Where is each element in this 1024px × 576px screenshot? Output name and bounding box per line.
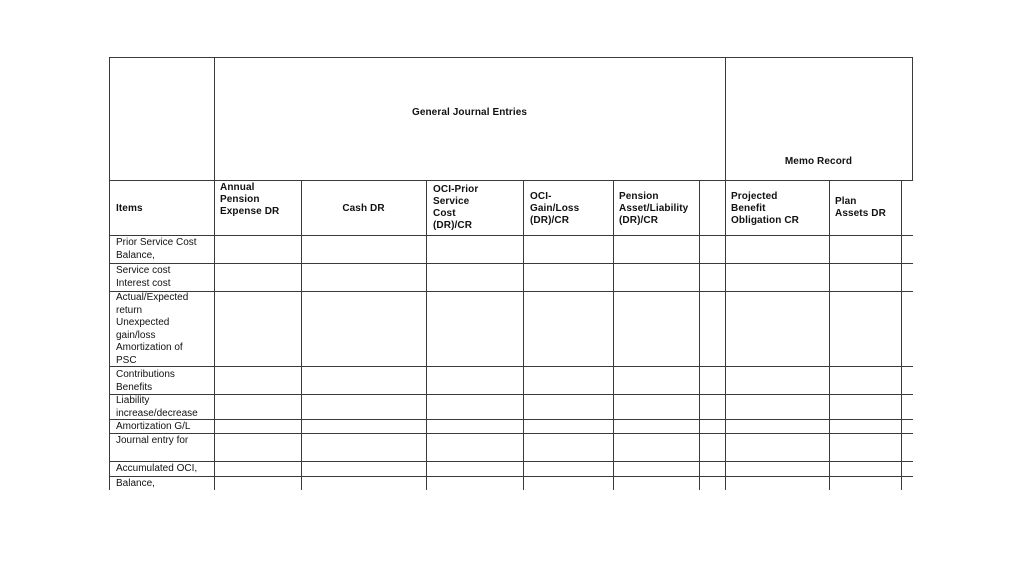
row-label-balance: Balance, [116,478,155,489]
banner-title-journal: General Journal Entries [411,107,528,118]
col-sep-end [901,180,902,490]
row-line [109,433,913,434]
row-label-amortization-gl: Amortization G/L [116,421,191,432]
col-header-cash: Cash DR [342,203,385,214]
col-sep-pension [613,180,614,490]
banner-title-memo: Memo Record [784,156,853,167]
col-header-oci-gain-loss: OCI- Gain/Loss (DR)/CR [530,191,580,226]
row-label-service-interest-cost: Service cost Interest cost [116,265,171,289]
col-header-items: Items [116,203,143,214]
row-label-return-gain-amortization: Actual/Expected return Unexpected gain/loss Amortization of PSC [116,292,189,366]
col-sep-plan [829,180,830,490]
row-label-contributions-benefits: Contributions Benefits [116,369,175,393]
border-right-banner [912,57,913,180]
row-line [109,476,913,477]
col-header-pension-asset-liability: Pension Asset/Liability (DR)/CR [619,191,689,226]
col-header-oci-prior-service-cost: OCI-Prior Service Cost (DR)/CR [433,184,479,231]
banner-divider-right [725,57,726,490]
row-label-journal-entry: Journal entry for [116,435,189,446]
row-line [109,419,913,420]
col-header-annual-pension-expense: Annual Pension Expense DR [220,182,280,217]
row-label-prior-service-cost-balance: Prior Service Cost Balance, [116,237,197,261]
border-left [109,57,110,490]
banner-divider-left [214,57,215,490]
border-top [109,57,913,58]
row-line [109,394,913,395]
row-line [109,366,913,367]
col-sep-blank [699,180,700,490]
row-line [109,235,913,236]
row-line [109,291,913,292]
row-line [109,263,913,264]
col-header-plan-assets: Plan Assets DR [835,196,886,219]
row-label-accumulated-oci: Accumulated OCI, [116,463,198,474]
col-sep-oci-psc [426,180,427,490]
row-label-liability-change: Liability increase/decrease [116,395,198,419]
col-sep-oci-gl [523,180,524,490]
col-sep-cash [301,180,302,490]
col-header-projected-benefit-obligation: Projected Benefit Obligation CR [731,191,799,226]
row-line [109,461,913,462]
banner-bottom-line [109,180,913,181]
